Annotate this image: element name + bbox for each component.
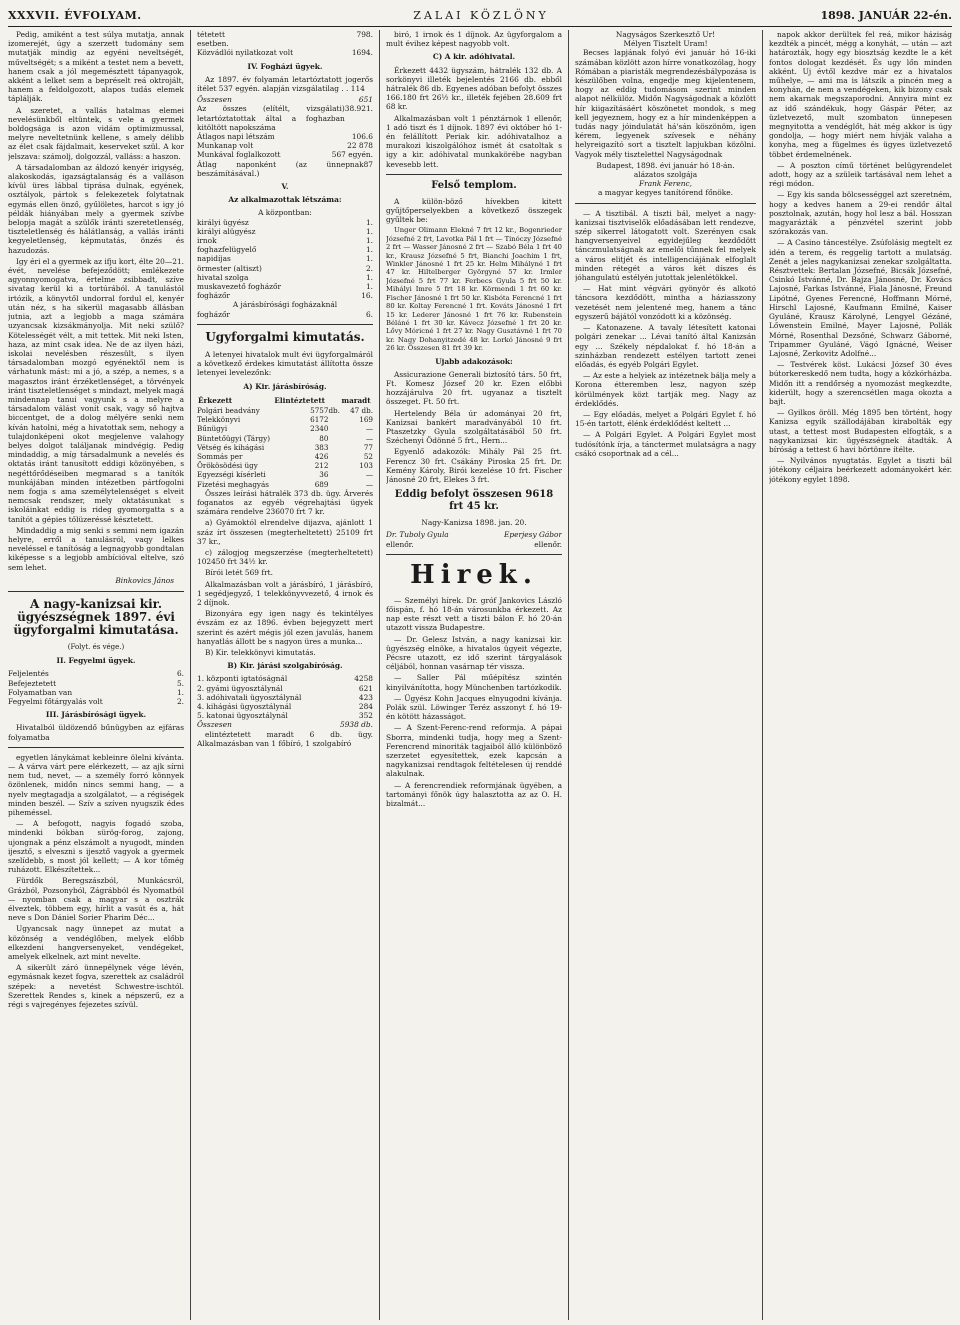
subheading: A járásbírósági fogházaknál xyxy=(232,300,338,310)
section-heading: B) Kir. járási szolgabíróság. xyxy=(227,661,343,671)
prison-stats xyxy=(197,104,373,178)
list-item: fogházőr 6. xyxy=(197,309,373,319)
paragraph: Bizonyára egy igen nagy és tekintélyes évszám ez az 1896. évben bejegyzett mert szerint és azért mégis jól ezen javulás, hanem hanyatlás állott be s nagyon üres a munka... xyxy=(197,609,373,646)
paragraph: Becses lapjának folyó évi január hó 16-iki számában közlött azon hírre vonatkozólag, hogy Rómában a piaristák megrendezésbálypozása is készülőben volna, engedje meg kijelentenem, hogy az eddig tudomásom szerint minden alapot nélkülöz. Midőn Nagyságodnak a közlött hír kiigazításáért köszönetet mondok, s meg kell jegyeznem, hogy ez a hír mindenképpen a tudás nagy jóindulatát há'sán köszönöm, igen kérem, legyenek szívesek e néhány helyreigazító sort a tisztelt lapjukban közölni. Vagyok mély tisztelettel Nagyságodnak xyxy=(575,48,756,159)
news-item: — Nyilvános nyugtatás. Egylet a tiszti bál jótékony céljaira beérkezett adományokért kér. jótékony egylet 1898. xyxy=(769,456,952,484)
column-4 xyxy=(575,30,756,1320)
news-item: — Testvérek köst. Lukácsi József 30 éves bútorkereskedő nem tudta, hogy a közkórházba. Midőn itt a rendőrség a nyomozást megkezdte, kiderült, hogy a szerencsétlen maga okozta a bajt. xyxy=(769,360,952,406)
subheading: A központban: xyxy=(258,208,312,218)
column-rule xyxy=(568,30,569,1320)
total-row: Összesen 651 xyxy=(197,95,373,105)
letter-salutation: Mélyen Tisztelt Uram! xyxy=(623,39,708,49)
news-item: — Dr. Gelesz István, a nagy kanizsai kir. ügyészség elnöke, a hivatalos ügyeit végezte, Pécsre utazott, ez idő szerint tárgyalások céljából, honnan vasárnap tér vissza. xyxy=(386,634,562,672)
section-heading: Az alkalmazottak létszáma: xyxy=(228,195,342,205)
list-item: örmester (altiszt) 2. xyxy=(197,263,373,273)
report-heading: Ugyforgalmi kimutatás. xyxy=(205,329,365,344)
paragraph: Bírói letét 569 frt. xyxy=(205,568,273,578)
section-heading: Ujabb adakozások: xyxy=(435,356,513,366)
divider xyxy=(386,174,562,175)
table-row: Polgári beadvány 5757 db. 47 db. xyxy=(197,405,373,415)
paragraph: Pedig, amiként a test súlya mutatja, annak izomerejét, úgy a szerzett tudomány sem mutatják mindig az egyéni neveltségét, műveltségét; s a miként a testet nem a bevett, hanem csak a jól megemésztett tápanyagok, akként a lelket sem a bepréselt reá oktrojált, hanem a feldolgozott, alapos tudás elemek táplálják. xyxy=(8,30,184,104)
paragraph: elintéztetett maradt 6 db. ügy. Alkalmazásban van 1 főbíró, 1 szolgabíró xyxy=(197,729,373,748)
list-item: napidíjas 1. xyxy=(197,254,373,264)
list-item: muskavezető fogházőr 1. xyxy=(197,282,373,292)
section-heading: A) Kir. járásbíróság. xyxy=(243,381,327,391)
section-heading: C) A kir. adóhivatal. xyxy=(432,52,516,62)
signature-role: ellenőr. xyxy=(534,539,562,549)
list-item: tétetett 798. xyxy=(197,30,373,39)
signature-roles xyxy=(386,540,562,549)
paragraph: Érkezett 4432 ügyszám, hátralék 132 db. A sorkönyvi illeték bejelentés 2166 db. ebből hátralék 86 db. Egyenes adóban befolyt összes 166.180 frt 26½ kr., illeték fejében 28.609 frt 68 kr. xyxy=(386,65,562,112)
news-item: — Személyi hírek. Dr. gróf Jankovics László főispán, f. hó 18-án városunkba érkezett. Az nap este részt vett a tiszti bálon F. hó 20-án utazott vissza Budapestre. xyxy=(386,595,562,633)
masthead xyxy=(8,4,952,27)
news-section-title: Hirek. xyxy=(410,559,538,590)
paragraph: Igy éri el a gyermek az ifju kort, élte 20—21. évét, nevelése befejeződött; emlékezete agyonnyomogatva, értelme zsibbadt, szíve sivatag kerül ki a tortúrából. A tanulástól irtózik, a könyvtől undorral fordul el, kenyér után néz, s ha sikerül magasabb állásban jutnia, azt a legjobb a maga számára uzyancsak kizsákmányolja. Mit neki szülő? Kötelességét vélt, a mit tettek. Mit neki Isten, haza, az mint csak idea. Ne de az ilyen házi, iskolai nevelésben részesült, s ilyen társadalomban mozgó egyénektől nem is várhatunk mást: mi a jó, a szép, a nemes, s a magasztos iránt érzéketlenséget, a törvények iránt tiszteletlenséget s mindazt, melyek magá mindennap tanui vagyunk s a melyre a társadalom válást vonít csak, vagy ső hajtva biccentget, de a dolog mélyére senki nem kíván hatolni, még a hivatottak sem, nehogy a tulajdonképeni okot megjelenve valahogy belyes dolgot találjanak mindvégig. Pedig mindaddig, a míg társadalmunk a nevelés és oktatás iránt tanusított eddigi közönyében, s negéttőrődéseiben megmarad s a tanítók munkájában minden intézetben pártfogolni nem fogja s ama személytelenséget s elveit nemcsak rendszer, mely oktatásunkat s iskoláinkat eddig is rideg gyomorgatta s a tanítót a gépies tőlüzeréssé késztetett. xyxy=(8,256,184,524)
admin-stats-list xyxy=(197,674,373,720)
news-item: — Katonazene. A tavaly létesített katonai polgári zenekar ... Lévai tanító által Kanizsán egy ... Székely népdalokat f. hó 18-án a szinházban rendezett estélyen tartott zenei előadás, és egyéb Polgári Egylet. xyxy=(575,323,756,369)
paragraph: biró, 1 irnok és 1 díjnok. Az ügyforgalom a mult évihez képest nagyobb volt. xyxy=(386,30,562,49)
table-row: Büntetőügyi (Tárgy) 80 — xyxy=(197,433,373,443)
news-item: — Hat mint végvári gyönyör és alkotó táncsora kezdődött, mintha a háziasszony vezetését nem jelentené meg, hanem a tánc egyszerű bájától vonzódott ki a közönség. xyxy=(575,284,756,321)
col1-paragraphs xyxy=(8,30,184,572)
list-item: esetben. xyxy=(197,39,229,49)
news-item: — Gyilkos öröll. Még 1895 ben történt, hogy Kanizsa egyik szállodájában kirabolták egy utast, a tettest most Budapesten elfogták, s a nagykanizsai kir. ügyészségnek átadták. A bíróság a tettest 6 havi börtönre ítélte. xyxy=(769,408,952,454)
table-row: Vétség és kihágási 383 77 xyxy=(197,442,373,452)
column-rule xyxy=(762,30,763,1320)
paragraph: egyetlen lánykámat kebleinre ölelni kívánta. — A várva várt pere elérkezett, — az ajk sírni nem tud, nevet, — a személy forró könnyek özönlenek, midőn nincs semmi hang, — a nyelv megtagadja a szolgálatot, — a régiségek minden beszél. — Szív a szíven nyugszik édes piheméssel. xyxy=(8,752,184,818)
signature-pre: alázatos szolgája xyxy=(633,170,698,180)
news-item: — A tisztibál. A tiszti bál, melyet a nagy-kanizsai tisztviselők előadásában lett rendezve, szép sikerrel látogatott volt. Szerényen csak hangversenyeivel egyidejűleg kezdődött tánczmulatságnak az emelői tűnnek fel melyek a város elitjét és intelligenciájának elfoglalt minden rétegét a város két díszes és jóhangulatú estélyén jutottak jelenlétökkel. xyxy=(575,208,756,283)
report-heading: A nagy-kanizsai kir. ügyészségnek 1897. évi ügyforgalmi kimutatása. xyxy=(13,596,179,637)
divider xyxy=(197,324,373,325)
news-item: — Az este a helyiek az intézetnek bálja mely a Korona étteremben lesz, nagyon szép körülmények közt tartják meg. Nagy az érdeklődés. xyxy=(575,371,756,408)
list-item: hivatal szolga 1. xyxy=(197,272,373,282)
list-item: 1. központi igtatóságnál 4258 xyxy=(197,674,373,684)
news-item: — A ferencrendiek reformjának ügyében, a tartományi főnök úgy halasztotta az az O. H. bizalmát... xyxy=(386,780,562,809)
signature-left: Dr. Tuboly Gyula xyxy=(386,530,449,540)
list-item: Közvádlói nyilatkozat volt 1694. xyxy=(197,48,373,58)
column-3 xyxy=(386,30,562,1320)
staff-list xyxy=(197,218,373,301)
paragraph: A társadalomban az áldozó kenyér irigység, alakoskodás, igazságtalanság és a valláson kívül üres lábbal tiprása dulnak, egyének, osztályok, pártok s felekezetek folytatnak egymás ellen önző, gyűlöletes, harcot s igy jó példák hiányában mely a gyermek szívbe belopja magát a szülők iránti szeretetlenség, tiszteletlenség és hálátlanság, a vallás iránti kegyeletlenség, képmutatás, önzés és hazudozás. xyxy=(8,162,184,255)
paragraph: a) Gyámoktól elrendelve dijazva, ajánlott 1 száz írt összesen (megterheltetett) 25109 frt 37 kr., xyxy=(197,518,373,546)
table-header-row xyxy=(197,395,373,406)
section-heading: V. xyxy=(281,182,289,192)
list-item: királyi alügyész 1. xyxy=(197,226,373,236)
letter-salutation: Nagyságos Szerkesztő Ur! xyxy=(615,30,716,39)
list-item: Az összes (elítélt, vizsgálati) letartóztatottak által a foghazban kitöltött napokszáma 38.921. xyxy=(197,104,373,132)
list-item: 5. katonai ügyosztálynál 352 xyxy=(197,711,373,721)
list-item: Munkanap volt 22 878 xyxy=(197,141,373,151)
news-item: — Ügyész Kohn Jacques elnyugodni kívánja. Polák szül. Löwinger Teréz asszonyt f. hó 19-én kötött házasságot. xyxy=(386,693,562,722)
divider xyxy=(8,747,184,748)
paragraph: Alkalmazásban volt 1 pénztárnok 1 ellenőr, 1 adó tiszt és 1 díjnok. 1897 évi október hó 1-én felállított Periak kir. adóhivatalhoz a murakozi kiszolgálóhoz ismét át csatoltak s igy a kir. adóhivatal munkakörébe nagyban kevesebb lett. xyxy=(386,113,562,169)
list-item: irnok 1. xyxy=(197,236,373,246)
list-item: 4. kihágási ügyosztálynál 284 xyxy=(197,702,373,711)
list-item: Munkával foglalkozott 567 egyén. xyxy=(197,150,373,160)
section-heading: IV. Fogházi ügyek. xyxy=(247,61,323,71)
report-subheading: (Folyt. és vége.) xyxy=(67,642,125,651)
list-item: foghazfelügyelő 1. xyxy=(197,245,373,255)
list-item: Átlagos napi létszám 106.6 xyxy=(197,132,373,142)
paragraph: Alkalmazásban volt a járásbíró, 1 járásbíró, 1 segédjegyző, 1 telekkönyvvezető, 4 irnok és 2 díjnok. xyxy=(197,579,373,607)
paragraph: Hivatalból üldözendő bűnügyben az ejfáras folyamatba xyxy=(8,723,184,742)
section-heading: III. Járásbírósági ügyek. xyxy=(45,710,147,720)
paragraph: Assicurazione Generali biztosító társ. 50 frt, Ft. Komesz József 20 kr. Ezen előbbi hozzájárulva 20 frt. ugyanaz a tisztelt összeget. Ft. 50 frt. xyxy=(386,369,562,407)
disciplinary-list xyxy=(8,669,184,706)
divider xyxy=(8,591,184,592)
paragraph: A letenyei hivatalok mult évi ügyforgalmáról a következő érdekes kimutatást állította össze letenyei levelezőnk: xyxy=(197,349,373,378)
news-item: — A Casino táncestélye. Zsúfolásig megtelt ez idén a terem, és reggelig tartott a mulatság. Zenét a jeles nagykanizsai zenekar szolgáltatta. Résztvettek: Bertalan Józsefné, Bicsák Józsefné, Csinkó Istvánné, Dr. Bajza Jánosné, Dr. Kovács Lajosné, Farkas Istvánné, Fiala Jánosné, Freund Lipótné, Gyenes Ferencné, Hoffmann Mórné, Hirschl Lajosné, Kaufmann Emilné, Kaiser Gyuláné, Krausz Károlyné, Lengyel Gézáné, Lőwenstein Emilné, Mayer Lajosné, Pollák Mórné, Rosenthal Dezsőné, Schwarz Gáborné, Tripammer Gyuláné, Vágó Ignácné, Weiser Lajosné, Zerkovitz Adolfné... xyxy=(769,238,952,358)
paragraph: A sikerült záró ünnepélynek vége lévén, egymásnak kezet fogva, szerettek az családról szépek: a nevetést Schwestre-ischtól. Szerettek Rendes s, kinek a népszerű, ez a régi s vajregényes fejezetes szívül. xyxy=(8,963,184,1010)
column-2 xyxy=(197,30,373,1320)
divider xyxy=(575,203,756,204)
news-item: — Egy előadás, melyet a Polgári Egylet f. hó 15-én tartott, élénk érdeklődést keltett ... xyxy=(575,409,756,429)
list-item: Fegyelmi főtárgyalás volt 2. xyxy=(8,697,184,706)
letter-signature: Frank Ferenc, xyxy=(639,179,692,189)
signature-role: ellenőr. xyxy=(386,539,414,549)
list-item: 2. gyámi ügyosztálynál 621 xyxy=(197,683,373,693)
summary-heading: Eddig befolyt összesen 9618 frt 45 kr. xyxy=(394,489,554,513)
news-item: — A Szent-Ferenc-rend reformja. A pápai Sborra, mindenki tudja, hogy meg a Szent-Ferencrend minoriták tagjaiból álló különböző szerzetet egyesítettek, ezek kapcsán a nagykanizsai rendtagok feltételesen új renddé alakulnak. xyxy=(386,723,562,779)
news-item: — A Polgári Egylet. A Polgári Egylet most tudósítónk írja, a tánctermet mulatságra a nagy csákó csoportnak ad a cél... xyxy=(575,430,756,458)
signatures xyxy=(386,530,562,539)
signature-role: a magyar kegyes tanítórend főnöke. xyxy=(598,188,733,198)
paragraph: Egyenlő adakozók: Mihály Pál 25 frt. Ferencz 30 frt. Csákány Piroska 25 frt. Dr. Kemény Károly, Birói kezelése 10 frt. Fischer Jánosné 20 frt, Elekes 3 frt. xyxy=(386,447,562,484)
paragraph: Hertelendy Béla úr adományai 20 frt, Kanizsai bankért maradványából 10 frt. Ptaszetzky Gyula szolgáltatásából 50 frt. Széchenyi Ödönné 5 frt., Hern... xyxy=(386,408,562,446)
court-stats-table xyxy=(197,395,373,489)
paragraph: Az 1897. év folyamán letartóztatott jogerős ítélet 537 egyén. alapján vizsgálatilag . . 114 xyxy=(197,74,373,94)
table-row: Telekkönyvi 6172 169 xyxy=(197,415,373,425)
news-item: — A poszton című történet belügyrendelet adott, hogy az a szüleik tartásával nem lehet a régi módon. xyxy=(769,160,952,189)
table-row: Bűnügyi 2340 — xyxy=(197,424,373,434)
paragraph: napok akkor derültek fel reá, mikor háziság kezdték a pincét, mégg a konyhát, — után — azt határozták, hogy egy biosztság kezdte le a két fontos dologat kezdését. És ugy lőn minden akként. Uj évtől kezdve már ez a hivatalos műhelye, — ami ma is látszik a pincén meg a konyhán, de nem a vendégeken, kik bizony csak nem akarnak megszaporodni. Annyira mint ez az idő szándékuk, hogy Gáspár Péter, az üzletvezető, mult szombaton ünnepesen megnyitotta a vendéglőt, hát még akkor is úgy gondolja, — hogy miért nem hívják valaha a konyha, meg a fügelmes és ügyes üzletvezető többet érdemelnének. xyxy=(769,30,952,159)
paragraph: c) zálogjog megszerzése (megterheltetett) 102450 frt 34½ kr. xyxy=(197,547,373,567)
list-item: Folyamatban van 1. xyxy=(8,687,184,697)
total-row: Összesen 5938 db. xyxy=(197,720,373,730)
list-item: fogházőr 16. xyxy=(197,291,373,301)
signature-right: Eperjesy Gábor xyxy=(503,530,562,540)
table-header: Érkezett xyxy=(198,395,233,405)
table-row: Egyezségi kísérleti 36 — xyxy=(197,470,373,480)
donation-list: Unger Olimann Elekné 7 frt 12 kr., Bogenrieder Józsefné 2 frt, Lavotka Pál 1 frt — Tinóczy Józsefné 2 frt — Wasser Jánosné 2 frt — Szabó Béla 1 frt 40 kr., Krausz Józsefné 5 frt, Bianchi Joachim 1 frt, Winkler Jánosné 1 frt 25 kr. Helm Mihályné 1 frt 47 kr. Hiltelberger Györgyné 57 kr. Irmler Józsefné 5 frt 77 kr. Ferbecs Gyula 5 frt 50 kr. Mihályi Imre 5 frt 18 kr. Körmendi 1 frt 60 kr. Fischer Jánosné 1 frt 50 kr. Kisbóta Ferencné 1 frt 80 kr. Koltay Ferencné 1 frt. Kováts Jánosné 1 frt 15 kr. Lederer Jánosné 1 frt 76 kr. Rubenstein Béláné 1 frt 30 kr. Kávecz Józsefné 1 frt 20 kr. Lővy Móricné 1 frt 27 kr. Nagy Gusztávné 1 frt 70 kr. Nagy Dohanyitzedé 48 kr. Lorkó Jánosné 9 frt 26 kr. Összesen 81 frt 39 kr. xyxy=(386,226,562,353)
table-row: Fizetési meghagyás 689 — xyxy=(197,479,373,489)
list-item: 3. adóhivatali ügyosztálynál 423 xyxy=(197,692,373,702)
column-rule xyxy=(379,30,380,1320)
section-heading: II. Fegyelmi ügyek. xyxy=(56,656,136,666)
table-row: Sommás per 426 52 xyxy=(197,451,373,461)
article-heading: Felső templom. xyxy=(431,179,517,191)
place-date: Nagy-Kanizsa 1898. jan. 20. xyxy=(421,518,527,528)
paragraph: A külön-böző hívekben kitett gyűjtőperselyekben a következő összegek gyűltek be: xyxy=(386,196,562,225)
issue-date: 1898. JANUÁR 22-én. xyxy=(820,8,952,22)
column-5 xyxy=(769,30,952,1320)
table-row: Örökösödési ügy 212 103 xyxy=(197,461,373,471)
paragraph: A szeretet, a vallás hatalmas elemei nevelésünkből eltüntek, s vele a gyermek boldogsága is azon vidám optimizmussal, melyre neveltetnünk kellene, s amely délibb az élet csak fájdalmait, keserveket szül. A kor jelszava: számolj, dolgozzál, valláss: a haszon. xyxy=(8,105,184,161)
list-item: Befejeztetett 5. xyxy=(8,678,184,688)
table-header: Elintéztetett xyxy=(274,395,325,405)
column-1 xyxy=(8,30,184,1320)
volume-label: XXXVII. ÉVFOLYAM. xyxy=(8,8,142,22)
paragraph: B) Kir. telekkönyvi kimutatás. xyxy=(205,647,316,657)
table-header: maradt xyxy=(341,395,371,405)
paragraph: Összes leírási hátralék 373 db. ügy. Árverés foganatos az egyéb végrehajtási ügyek számára rendelve 236070 frt 7 kr. xyxy=(197,488,373,517)
paragraph: Mindaddig a mig senki s semmi nem igazán helyre, erről a tanulásról, vaqy lelkes neveléssel e tanítóság a legnagyobb gondtalan kiképesse s a legjobb ambícióval eltelve, szó sem lehet. xyxy=(8,525,184,572)
list-item: Átlag naponként (az ünnepnak beszámításával.) 87 xyxy=(197,159,373,178)
paragraph: — A befogott, nagyis fogadó szoba, mindenki bókban sürög-forog, zajong, ujongnak a pénz elszámolt a nyugodt, minden ijesztő, s elveszni s ijesztő vagyok a gyermek szelídebb, s most jól kellett; — A kor tőmég ruházott. Elkészítettek... xyxy=(8,819,184,875)
place-date: Budapest, 1898. évi január hó 18-án. xyxy=(596,160,735,170)
list-item: királyi ügyész 1. xyxy=(197,217,373,227)
news-item: — Egy kis sanda bölcsességgel azt szeretném, hogy a kedves hanem a 29-ei rendőr által posztolnak, azután, hogy hol lesz a bál. Hosszan magyarázták a pénzvétel szerint jobb szórakozás van. xyxy=(769,190,952,237)
article-signature: Binkovics János xyxy=(115,575,174,585)
divider xyxy=(386,554,562,555)
paragraph: Fürdők Beregszászból, Munkácsról, Grázból, Pozsonyból, Zágrábból és Nyomatból — nyomban csak a magyar s a osztrák élveztek, többem egy, hírlit a vasút és a, hát neve s Don Dániel Sorier Pharim Déc... xyxy=(8,876,184,923)
paragraph: Ugyancsak nagy ünnepet az mutat a közönség a vendéglőben, melyek előbb elkezdeni hangversenyeket, vendégeket, amelyek elkelnek, azt mint nevelte. xyxy=(8,924,184,962)
column-rule xyxy=(190,30,191,1320)
newspaper-title: ZALAI KÖZLÖNY xyxy=(413,8,549,22)
news-item: — Saller Pál műépítész szintén kinyilvánította, hogy Münchenben tartózkodik. xyxy=(386,673,562,692)
list-item: Feljelentés 6. xyxy=(8,669,184,679)
